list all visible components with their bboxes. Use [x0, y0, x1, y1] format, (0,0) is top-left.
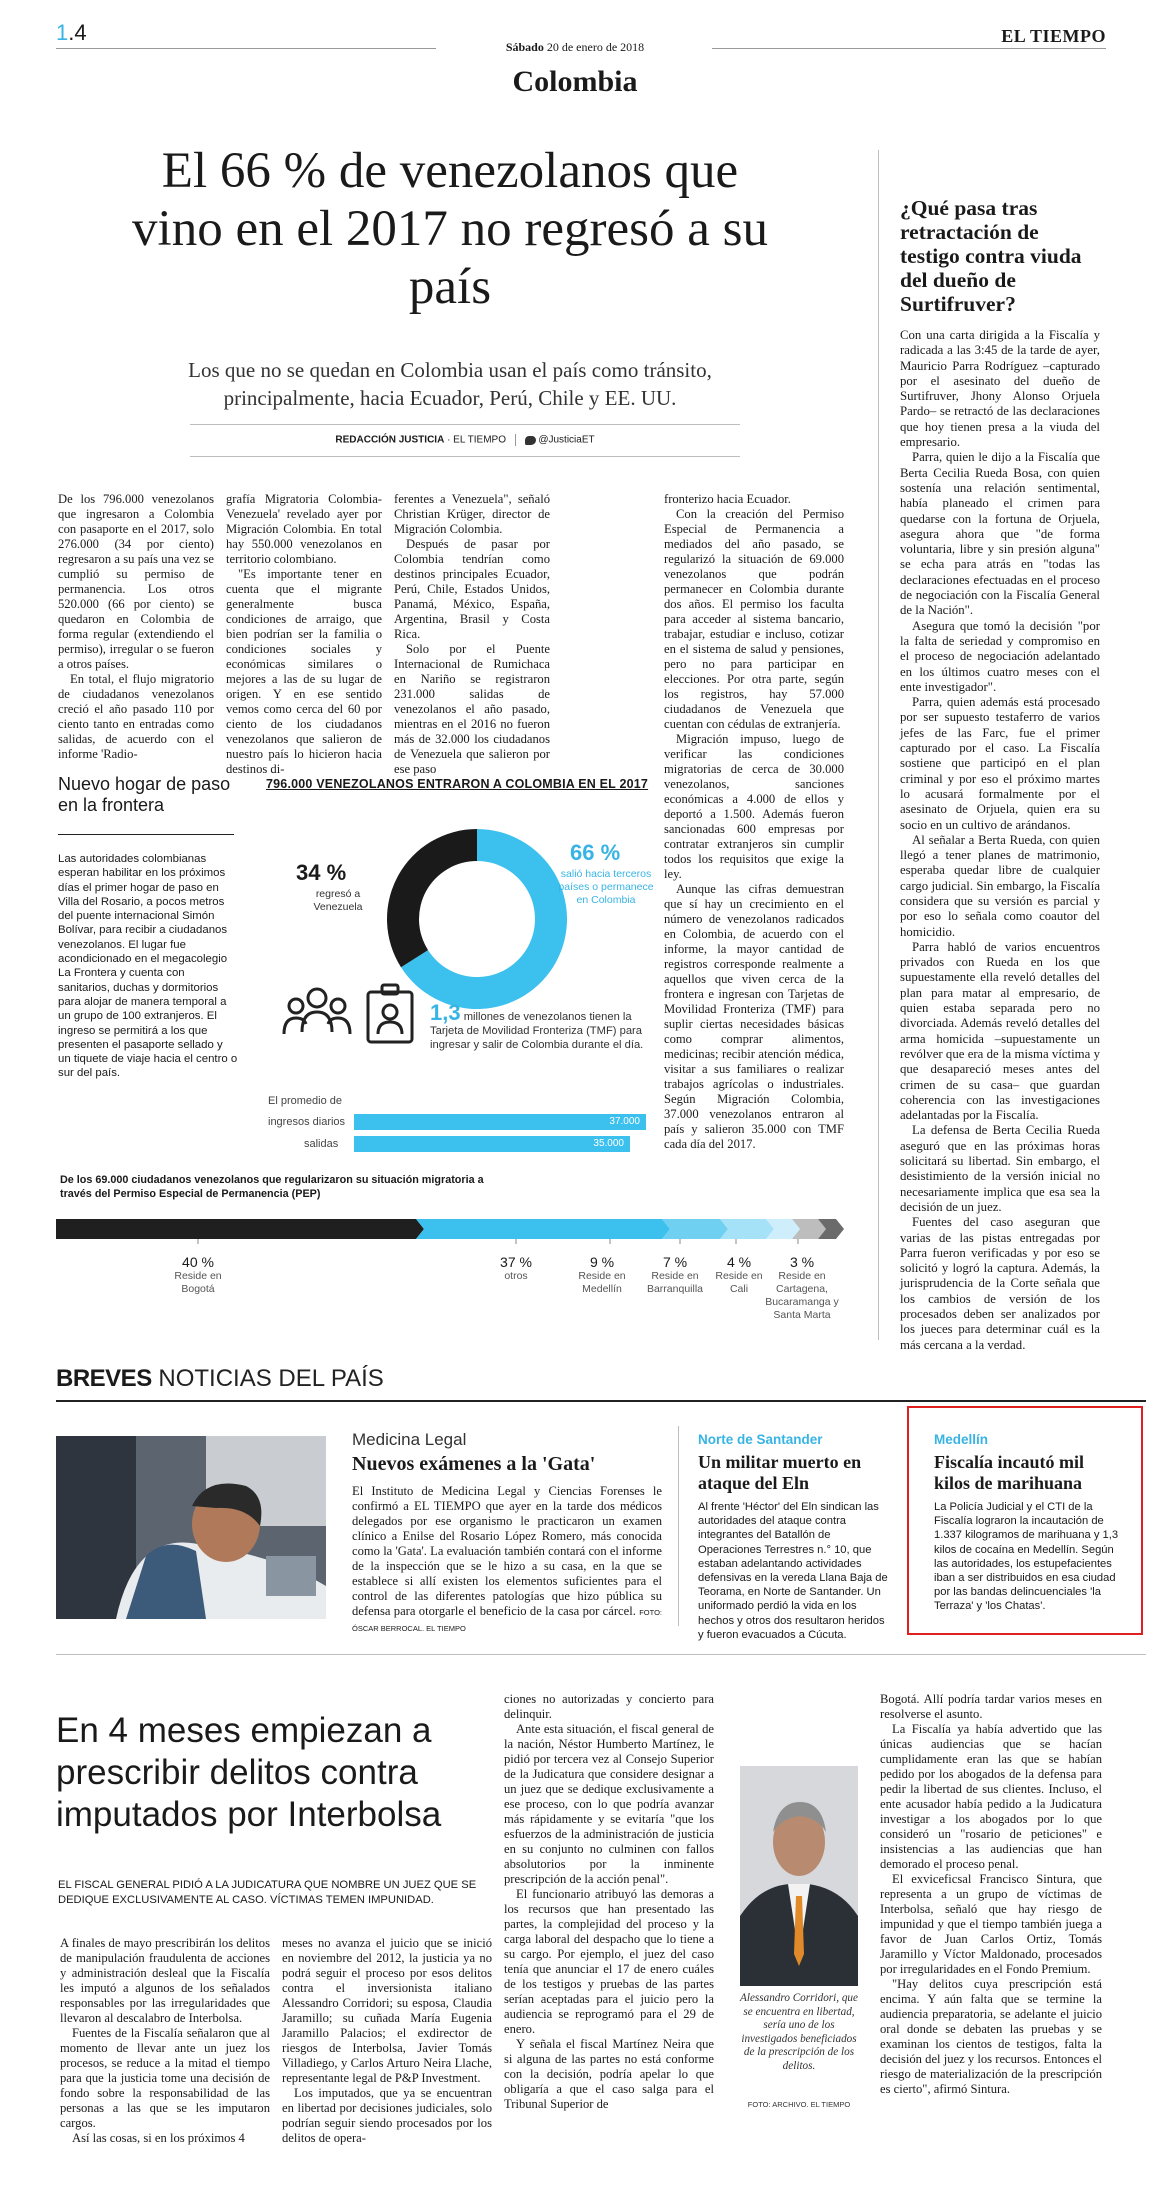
pep-item-1-pct: 40 % [182, 1254, 214, 1270]
bottom-col-1 [60, 1936, 270, 2146]
breve-1-title: Nuevos exámenes a la 'Gata' [352, 1453, 596, 1475]
tmf-number: 1,3 [430, 1000, 461, 1025]
sidebar-box-rule [58, 834, 234, 835]
header-rule-right [712, 48, 1106, 49]
breve-1-credit: FOTO: ÓSCAR BERROCAL. EL TIEMPO [352, 1608, 662, 1633]
bottom-col-3-p4: Y señala el fiscal Martínez Neira que si alguna de las partes no está conforme con la decisión, podría apelar lo que obligaría a que el caso salga para el Tribunal Superior de [504, 2037, 714, 2111]
donut-left-pct: 34 % [296, 860, 347, 885]
main-col-4-p2: Con la creación del Permiso Especial de Permanencia a mediados del año pasado, se regularizó la situación de 69.000 venezolanos que podrán permanecer en Colombia durante dos años. El permiso los faculta para acceder al sistema bancario, trabajar, estudiar e incluso, cotizar en el sistema de salud y pensiones, pero no para participar en elecciones. Por otra parte, según los registros, hay 57.000 ciudadanos de Venezuela que cuentan con cédulas de extranjería. [664, 507, 844, 731]
pep-item-6 [764, 1254, 840, 1322]
page-number-section: 1 [56, 20, 69, 45]
sidebar-box-title: Nuevo hogar de paso en la frontera [58, 774, 231, 815]
pep-item-2-label: otros [504, 1270, 528, 1282]
daily-row1-value: 37.000 [609, 1116, 640, 1127]
breve-2-title: Un militar muerto en ataque del Eln [698, 1452, 862, 1493]
main-col-3 [394, 492, 550, 777]
brand-logo: EL TIEMPO [1001, 26, 1106, 46]
daily-row2-value: 35.000 [593, 1138, 624, 1149]
id-card-icon [362, 982, 418, 1046]
main-col-4-p1: fronterizo hacia Ecuador. [664, 492, 791, 506]
right-column-p8: Fuentes del caso aseguran que varias de las pistas entregadas por Parra fueron verificadas y por eso se solicitó y logró la captura. Además, la jurisprudencia de la Corte señala que los cambios de versión de los procesados deben ser analizados por los jueces para determinar cuál es la más cercana a la verdad. [900, 1215, 1100, 1352]
byline-rule-top [190, 424, 740, 425]
right-column-p4: Parra, quien además está procesado por ser supuesto testaferro de varios jefes de las Farc, fue el primer capturado por el caso. La Fiscalía sostiene que participó en el plan criminal y por eso el próximo martes lo acusará formalmente por el asesinato de Orjuela, quien era su socio en un cultivo de arándanos. [900, 695, 1100, 832]
main-col-3-p2: Después de pasar por Colombia tendrían como destinos principales Ecuador, Perú, Chile, Estados Unidos, Panamá, México, España, Argentina, Brasil y Costa Rica. [394, 537, 550, 641]
bottom-col-3-p3: El funcionario atribuyó las demoras a los recursos que han presentado las partes, la complejidad del proceso y la carga laboral del despacho que lo tiene a su cargo. Por ejemplo, el juez del caso tenía que anunciar el 17 de enero cuáles de los testigos y pruebas de las partes serían aceptadas para el juicio pero la audiencia se reprogramó para el 29 de enero. [504, 1887, 714, 2036]
breve-3-title: Fiscalía incautó mil kilos de marihuana [934, 1452, 1084, 1493]
right-column-body [900, 328, 1100, 1353]
right-column-p1: Con una carta dirigida a la Fiscalía y radicada a las 3:45 de la tarde de ayer, Mauricio Parra Rodríguez –capturado por el asesinato del dueño de Surtifruver, Jhony Alonso Orjuela Pardo– se retractó de las declaraciones que hoy tienen presa a la viuda del empresario. [900, 328, 1100, 450]
donut-right-label: salió hacia terceros países o permanece en Colombia [558, 868, 654, 906]
main-col-4-p3: Migración impuso, luego de verificar las condiciones migratorias de cerca de 30.000 venezolanos, sanciones económicas a 4.000 de ellos y deportó a 1.500. Además fueron sancionadas 600 empresas por contratar extranjeros sin cumplir todos los requisitos que exige la ley. [664, 732, 844, 881]
breve-1-text: El Instituto de Medicina Legal y Ciencias Forenses le confirmó a EL TIEMPO que ayer en la tarde dos médicos delegados por ese organismo le practicaron un examen clínico a Enilse del Rosario López Romero, más conocida como la 'Gata'. La evaluación también contará con el informe de la inspección que se le hizo a su casa, en la que se establece si allí existen los elementos suficientes para el control de las diferentes patologías que hizo pública su defensa para otorgarle el beneficio de la casa por cárcel. [352, 1484, 662, 1618]
tmf-text: millones de venezolanos tienen la Tarjeta de Movilidad Fronteriza (TMF) para ingresar y salir de Colombia durante el día. [430, 1011, 644, 1051]
right-column-p7: La defensa de Berta Cecilia Rueda aseguró que en las próximas horas solicitará su libertad. Sin embargo, el desistimiento de la versión inicial no necesariamente implica que esa sea la decisión de un juez. [900, 1123, 1100, 1214]
bottom-col-4-p1: Bogotá. Allí podría tardar varios meses en resolverse el asunto. [880, 1692, 1102, 1721]
byline-rule-bottom [190, 456, 740, 457]
pep-item-6-label: Reside en Cartagena, Bucaramanga y Santa Marta [765, 1270, 839, 1321]
main-col-1 [58, 492, 214, 762]
breves-rule [56, 1400, 1146, 1402]
pep-item-4-label: Reside en Barranquilla [646, 1270, 704, 1295]
main-col-2-p2: "Es importante tener en cuenta que el migrante generalmente busca condiciones de arraigo, que bien podrían ser la familia o condiciones sociales y económicas similares o mejores a las de su lugar de origen. Y en ese sentido vemos como cerca del 60 por ciento de los ciudadanos venezolanos que salieron de nuestro país lo hicieron hacia destinos di- [226, 567, 382, 776]
header-date [440, 40, 710, 55]
byline-outlet: · EL TIEMPO [447, 434, 506, 446]
pep-item-5-pct: 4 % [726, 1254, 752, 1270]
pep-item-3-pct: 9 % [589, 1254, 615, 1270]
breve-1-body [352, 1484, 662, 1636]
main-col-2 [226, 492, 382, 777]
bottom-col-4 [880, 1692, 1102, 2097]
pep-item-1-label: Reside en Bogotá [174, 1270, 222, 1295]
pep-item-2-pct: 37 % [500, 1254, 532, 1270]
bottom-rule [56, 1654, 1146, 1655]
twitter-handle: @JusticiaET [538, 434, 595, 446]
main-col-4-p4: Aunque las cifras demuestran que sí hay un crecimiento en el número de venezolanos radicados en Colombia, de acuerdo con el informe, la mayor cantidad de registros corresponde realmente a aquellos que viven cerca de la frontera e ingresan con Tarjetas de Movilidad Fronteriza (TMF) para suplir ciertas necesidades básicas como comprar alimentos, medicinas; recibir atención médica, visitar a sus familiares o realizar trabajos agrícolas o industriales. Según Migración Colombia, 37.000 venezolanos entraron al país y salieron 35.000 con TMF cada día del 2017. [664, 882, 844, 1151]
daily-row2-bar [354, 1136, 630, 1152]
bottom-col-3-p2: Ante esta situación, el fiscal general de la nación, Néstor Humberto Martínez, le pidió por tercera vez al Consejo Superior de la Judicatura que considere designar a un juez que se dedique exclusivamente a ese proceso, con lo que podría avanzar más rápidamente y se evitaría "que los esfuerzos de la administración de justicia en su conjunto no culminen con fallos absolutorios por la inminente prescripción de la acción penal". [504, 1722, 714, 1886]
bottom-col-4-p3: El exviceficsal Francisco Sintura, que representa a un grupo de víctimas de Interbolsa, señaló que hay riesgo de impunidad y que el tiempo también juega a favor de Juan Carlos Ortiz, Tomás Jaramillo y Víctor Maldonado, procesados por irregularidades en el Fondo Premium. [880, 1872, 1102, 1976]
breves-label [56, 1365, 384, 1393]
corridori-photo [740, 1766, 858, 1986]
main-col-3-p3: Solo por el Puente Internacional de Rumichaca en Nariño se registraron 231.000 salidas de venezolanos el año pasado, mientras en el 2016 no fueron más de 32.000 los ciudadanos de Venezuela que salieron por ese paso [394, 642, 550, 776]
twitter-icon [525, 436, 536, 445]
pep-item-6-pct: 3 % [789, 1254, 815, 1270]
right-column-divider [878, 150, 879, 1340]
main-subtitle: Los que no se quedan en Colombia usan el país como tránsito, principalmente, hacia Ecuador, Perú, Chile y EE. UU. [188, 358, 712, 410]
bottom-col-4-p4: "Hay delitos cuya prescripción está encima. Y aún falta que se termine la audiencia preparatoria, se adelante el juicio oral donde se debaten las pruebas y se examinan los cientos de testigos, falta la decisión del juez y los recursos. Entonces el riesgo de materialización de la prescripción es cierto", afirmó Sintura. [880, 1977, 1102, 2096]
main-col-3-p1: ferentes a Venezuela", señaló Christian Krüger, director de Migración Colombia. [394, 492, 550, 536]
breve-2-kicker: Norte de Santander [698, 1432, 823, 1447]
gata-photo [56, 1436, 326, 1619]
bottom-col-3 [504, 1692, 714, 2112]
bottom-col-2 [282, 1936, 492, 2146]
breve-3-body: La Policía Judicial y el CTI de la Fiscalía lograron la incautación de 1.337 kilogramos de marihuana y 1,3 kilos de cocaína en Medellín. Según las autoridades, los estupefacientes iban a ser distribuidos en esa ciudad por las bandas delincuenciales 'la Terraza' y 'los Chatas'. [934, 1501, 1119, 1613]
bottom-col-3-p1: ciones no autorizadas y concierto para delinquir. [504, 1692, 714, 1721]
byline-author: REDACCIÓN JUSTICIA [335, 434, 445, 446]
pep-item-3 [574, 1254, 630, 1296]
photo-caption: Alessandro Corridori, que se encuentra en libertad, sería uno de los investigados beneficiados de la prescripción de los delitos. [740, 1992, 858, 2072]
pep-item-4-pct: 7 % [662, 1254, 688, 1270]
tmf-block [430, 1000, 660, 1052]
breve-divider-1 [678, 1426, 679, 1626]
page-number-page: .4 [68, 20, 87, 45]
header-day: Sábado [505, 40, 544, 54]
section-title: Colombia [512, 65, 638, 98]
bottom-col-4-p2: La Fiscalía ya había advertido que las únicas audiencias que se hacían cumplidamente eran las que se habían pedido por los abogados de la defensa para pedir la libertad de sus clientes. Incluso, el ente acusador había pedido a la Judicatura investigar a los abogados por lo que consideró un "rosario de peticiones" e insistencias a las audiencias que han demorado el proceso penal. [880, 1722, 1102, 1871]
right-column-p6: Parra habló de varios encuentros privados con Rueda en los que supuestamente ella reveló detalles del plan para matar al empresario, de quien estaba separada pero no divorciada. Además reveló detalles del arma homicida –supuestamente un revólver que era de la misma víctima y que desapareció meses antes del crimen de su casa– que guardan coherencia con las investigaciones adelantadas por la Fiscalía. [900, 939, 1100, 1123]
daily-label: El promedio de [268, 1095, 342, 1107]
bottom-col-1-p1: A finales de mayo prescribirán los delitos de manipulación fraudulenta de acciones y administración desleal que la Fiscalía les imputó a algunos de los señalados responsables por las irregularidades que llevaron al descalabro de Interbolsa. [60, 1936, 270, 2025]
pep-item-5-label: Reside en Cali [715, 1270, 763, 1295]
pep-item-4 [640, 1254, 710, 1296]
bottom-lead: EL FISCAL GENERAL PIDIÓ A LA JUDICATURA QUE NOMBRE UN JUEZ QUE SE DEDIQUE EXCLUSIVAMENTE AL CASO. VÍCTIMAS TEMEN IMPUNIDAD. [58, 1879, 477, 1906]
daily-row1-label: ingresos diarios [268, 1116, 346, 1128]
main-col-2-p1: grafía Migratoria Colombia-Venezuela' revelado ayer por Migración Colombia. En total hay 550.000 venezolanos en territorio colombiano. [226, 492, 382, 566]
pep-item-5 [714, 1254, 764, 1296]
pep-title: De los 69.000 ciudadanos venezolanos que regularizaron su situación migratoria a través del Permiso Especial de Permanencia (PEP) [60, 1174, 484, 1200]
people-group-icon [282, 984, 352, 1040]
header-date-text: 20 de enero de 2018 [546, 40, 645, 54]
page-number [56, 20, 87, 46]
photo-credit: FOTO: ARCHIVO. EL TIEMPO [747, 2100, 851, 2109]
sidebar-box-body: Las autoridades colombianas esperan habilitar en los próximos días el primer hogar de paso en Villa del Rosario, a pocos metros del puente internacional Simón Bolívar, para recibir a ciudadanos venezolanos. El lugar fue acondicionado en el megacolegio La Frontera y cuenta con sanitarios, duchas y dormitorios para alojar de manera temporal a un grupo de 100 extranjeros. El ingreso se permitirá a los que presenten el pasaporte sellado y un tiquete de viaje hacia el centro o sur del país. [58, 853, 238, 1080]
pep-item-3-label: Reside en Medellín [578, 1270, 626, 1295]
main-col-4 [664, 492, 844, 1152]
bottom-headline: En 4 meses empiezan a prescribir delitos contra imputados por Interbolsa [56, 1711, 442, 1834]
bottom-col-1-p3: Así las cosas, si en los próximos 4 [72, 2131, 245, 2145]
daily-row2-label: salidas [304, 1138, 339, 1150]
breves-label-light: NOTICIAS DEL PAÍS [158, 1365, 384, 1392]
pep-bar [56, 1214, 856, 1244]
breve-3-kicker: Medellín [934, 1432, 989, 1447]
bottom-col-2-p1: meses no avanza el juicio que se inició en noviembre del 2012, la justicia ya no podrá seguir el proceso por esos delitos contra el inversionista italiano Alessandro Corridori; su esposa, Claudia Jaramillo; su cuñada María Eugenia Jaramillo Palacios; el exdirector de riesgos de Interbolsa, Javier Tomás Villadiego, y Carlos Arturo Neira Llache, representante legal de P&P Investment. [282, 1936, 492, 2085]
right-column-p3: Asegura que tomó la decisión "por la falta de seriedad y compromiso en el proceso de negociación adelantado en los últimos cuatro meses con el ente investigador". [900, 618, 1100, 694]
right-column-p5: Al señalar a Berta Rueda, con quien llegó a tener planes de matrimonio, esperaba quedar libre de cualquier cargo judicial. Sin embargo, la Fiscalía considera que su versión es parcial y por eso lo señala como coautor del homicidio. [900, 832, 1100, 939]
donut-slice-returned [387, 829, 477, 967]
byline [190, 434, 740, 446]
donut-right-pct: 66 % [570, 840, 621, 865]
header-rule-left [56, 48, 436, 49]
bottom-col-1-p2: Fuentes de la Fiscalía señalaron que al momento de llevar ante un juez los procesos, se reduce a la mitad el tiempo para que la justicia tome una decisión de fondo sobre la responsabilidad de las personas a las que se les imputaron cargos. [60, 2026, 270, 2130]
pep-item-2 [486, 1254, 546, 1283]
bottom-col-2-p2: Los imputados, que ya se encuentran en libertad por decisiones judiciales, solo podrían seguir siendo procesados por los delitos de opera- [282, 2086, 492, 2145]
main-col-1-p1: De los 796.000 venezolanos que ingresaron a Colombia con pasaporte en el 2017, solo 276.000 (34 por ciento) regresaron a su país una vez se cumplió su permiso de permanencia. Los otros 520.000 (66 por ciento) se quedaron en Colombia de forma regular (extendiendo el permiso), irregular o se fueron a otros países. [58, 492, 214, 671]
main-headline: El 66 % de venezolanos que vino en el 2017 no regresó a su país [132, 143, 768, 315]
breve-2-body: Al frente 'Héctor' del Eln sindican las autoridades del ataque contra integrantes del Batallón de Operaciones Terrestres n.° 10, que estaban adelantando actividades defensivas en la vereda Llana Baja de Teorama, en Norte de Santander. Un uniformado perdió la vida en los hechos y otros dos resultaron heridos y fueron evacuados a Cúcuta. [698, 1501, 888, 1641]
right-column-headline: ¿Qué pasa tras retractación de testigo contra viuda del dueño de Surtifruver? [900, 196, 1082, 316]
breve-1-kicker: Medicina Legal [352, 1430, 467, 1449]
daily-row1-bar [354, 1114, 646, 1130]
infographic-title: 796.000 VENEZOLANOS ENTRARON A COLOMBIA EN EL 2017 [266, 777, 649, 791]
pep-item-1 [158, 1254, 238, 1296]
breves-label-bold: BREVES [56, 1365, 152, 1392]
donut-left-label: regresó a Venezuela [313, 888, 363, 913]
right-column-p2: Parra, quien le dijo a la Fiscalía que Berta Cecilia Rueda Bosa, con quien sostenía una relación sentimental, había planeado el crimen para quedarse con la fortuna de Orjuela, asegura ahora que "de forma voluntaria, libre y sin presión alguna" se echa para atrás en "todas las declaraciones efectuadas en el proceso de negociación con la Fiscalía General de la Nación". [900, 450, 1100, 618]
main-col-1-p2: En total, el flujo migratorio de ciudadanos venezolanos creció el año pasado 110 por ciento tanto en entradas como salidas, de acuerdo con el informe 'Radio- [58, 672, 214, 761]
